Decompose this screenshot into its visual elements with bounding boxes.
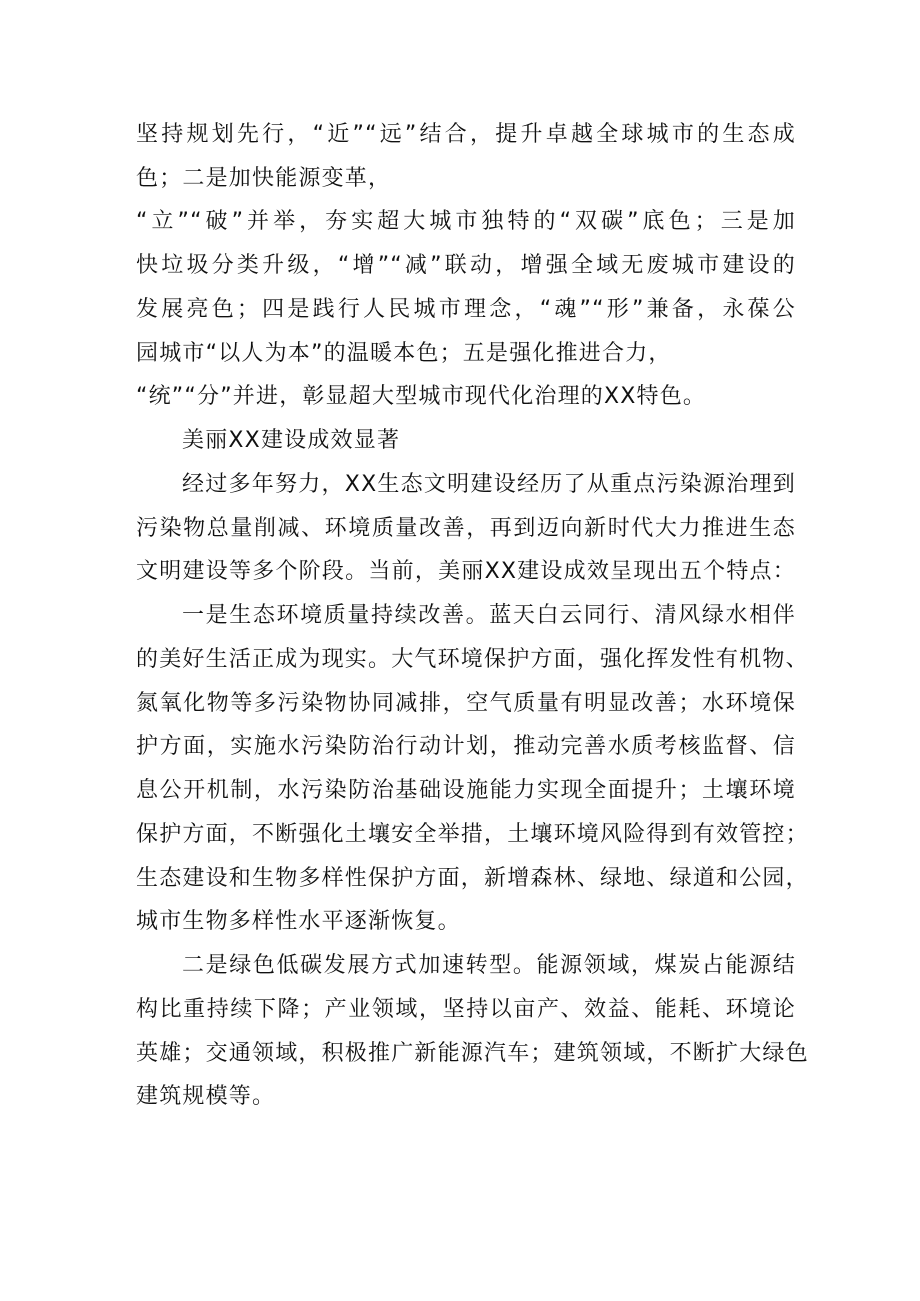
paragraph-first-line: 二是绿色低碳发展方式加速转型。能源领域，煤炭占能源结 [182,953,796,978]
text-line: 快垃圾分类升级，“增”“减”联动，增强全域无废城市建设的 [136,253,796,278]
text-line: 英雄；交通领域，积极推广新能源汽车；建筑领域，不断扩大绿色 [136,1041,809,1066]
text-line: 坚持规划先行，“近”“远”结合，提升卓越全球城市的生态成 [136,122,796,147]
text-line: 保护方面，不断强化土壤安全举措，土壤环境风险得到有效管控； [136,822,809,847]
text-line: 色；二是加快能源变革， [136,166,392,191]
text-line: “统”“分”并进，彰显超大型城市现代化治理的XX特色。 [136,384,707,409]
paragraph-first-line: 一是生态环境质量持续改善。蓝天白云同行、清风绿水相伴 [182,603,796,628]
paragraph-first-line: 经过多年努力，XX生态文明建设经历了从重点污染源治理到 [182,472,796,497]
text-line: 污染物总量削减、环境质量改善，再到迈向新时代大力推进生态 [136,516,796,541]
text-line: 构比重持续下降；产业领域，坚持以亩产、效益、能耗、环境论 [136,997,796,1022]
text-line: 发展亮色；四是践行人民城市理念，“魂”“形”兼备，永葆公 [136,297,796,322]
text-line: 城市生物多样性水平逐渐恢复。 [136,909,461,934]
text-line: 的美好生活正成为现实。大气环境保护方面，强化挥发性有机物、 [136,647,809,672]
text-line: 文明建设等多个阶段。当前，美丽XX建设成效呈现出五个特点： [136,559,796,584]
text-line: 生态建设和生物多样性保护方面，新增森林、绿地、绿道和公园， [136,866,809,891]
text-line: 息公开机制，水污染防治基础设施能力实现全面提升；土壤环境 [136,778,796,803]
section-heading: 美丽XX建设成效显著 [182,428,401,453]
text-line: 护方面，实施水污染防治行动计划，推动完善水质考核监督、信 [136,734,796,759]
text-line: 建筑规模等。 [136,1084,276,1109]
text-line: “立”“破”并举，夯实超大城市独特的“双碳”底色；三是加 [136,209,796,234]
text-line: 园城市“以人为本”的温暖本色；五是强化推进合力， [136,341,672,366]
text-line: 氮氧化物等多污染物协同减排，空气质量有明显改善；水环境保 [136,691,796,716]
